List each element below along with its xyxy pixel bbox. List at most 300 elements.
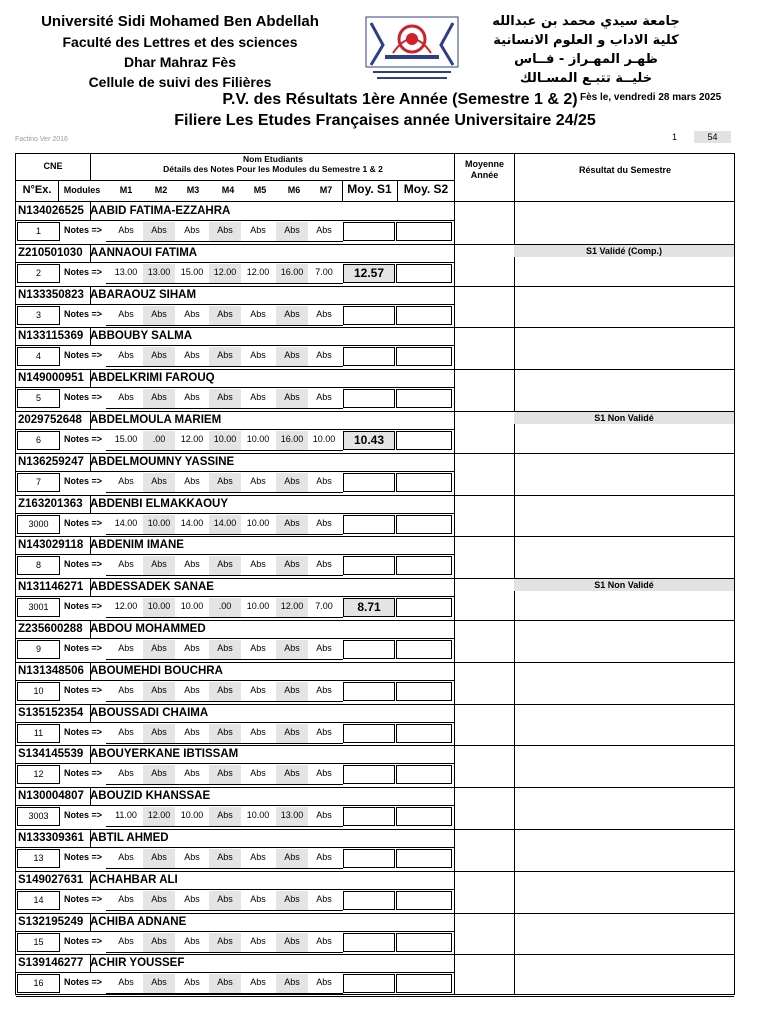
grade-m1: Abs — [118, 643, 134, 653]
grade-m7: 7.00 — [315, 266, 333, 277]
grade-m3: 12.00 — [180, 434, 204, 444]
notes-label: Notes => — [63, 517, 103, 528]
student-name: ABOUZID KHANSSAE — [90, 790, 211, 803]
grade-m5: Abs — [250, 475, 266, 486]
grade-m1: Abs — [118, 768, 134, 779]
header-m6: M6 — [287, 185, 301, 195]
row-separator — [16, 513, 455, 514]
semester-result: S1 Validé (Comp.) — [514, 245, 734, 257]
grade-m1: Abs — [118, 350, 134, 361]
grade-m2: 12.00 — [143, 807, 175, 826]
student-name: ABDENBI ELMAKKAOUY — [90, 497, 228, 510]
grade-m1: Abs — [118, 852, 134, 862]
student-record — [16, 913, 455, 955]
total-pages: 54 — [694, 131, 731, 143]
row-separator — [16, 805, 455, 806]
notes-label: Notes => — [63, 392, 103, 403]
grade-m2: Abs — [143, 640, 175, 659]
grade-m3: Abs — [184, 225, 200, 235]
student-number: 11 — [17, 724, 60, 743]
moy-s1-value: 8.71 — [343, 598, 395, 617]
grade-m7: Abs — [316, 350, 332, 361]
name-divider — [90, 244, 91, 262]
cell-name: Cellule de suivi des Filières — [88, 74, 272, 90]
student-cne: N133309361 — [18, 832, 84, 844]
moy-s2-value — [396, 389, 452, 408]
student-identity — [18, 498, 228, 510]
moy-s1-value — [343, 222, 395, 241]
student-number: 2 — [17, 264, 60, 283]
name-divider — [90, 871, 91, 889]
grade-m3: Abs — [184, 852, 200, 862]
grade-m3: 10.00 — [180, 601, 204, 612]
student-name: ABDELMOUMNY YASSINE — [90, 455, 235, 468]
student-name: ACHAHBAR ALI — [90, 873, 178, 886]
notes-label: Notes => — [63, 977, 103, 988]
grade-m7: 10.00 — [312, 434, 336, 444]
row-separator — [16, 931, 455, 932]
header-resultat: Résultat du Semestre — [578, 165, 672, 175]
moy-s2-value — [396, 974, 452, 993]
grade-m4: 12.00 — [209, 264, 241, 283]
student-name: ACHIBA ADNANE — [90, 915, 187, 928]
moy-s1-value — [343, 515, 395, 534]
grade-m4: Abs — [209, 765, 241, 784]
name-divider — [90, 954, 91, 972]
grade-m4: Abs — [209, 724, 241, 743]
grade-m3: Abs — [184, 977, 200, 988]
grade-m6: Abs — [276, 682, 308, 701]
student-identity — [18, 832, 169, 844]
document-date: Fès le, vendredi 28 mars 2025 — [580, 92, 722, 103]
student-number: 16 — [17, 974, 60, 993]
notes-label: Notes => — [63, 684, 103, 695]
grade-m6: Abs — [276, 724, 308, 743]
grade-m2: 13.00 — [143, 264, 175, 283]
moy-s1-value — [343, 807, 395, 826]
grade-m7: Abs — [316, 475, 332, 486]
grade-m3: Abs — [184, 392, 200, 403]
grade-m3: 14.00 — [180, 517, 204, 528]
grade-m6: Abs — [276, 765, 308, 784]
grade-m2: 10.00 — [143, 598, 175, 617]
moy-s2-value — [396, 807, 452, 826]
student-number: 14 — [17, 891, 60, 910]
grade-m1: Abs — [118, 225, 134, 235]
grade-m1: 15.00 — [114, 434, 138, 444]
student-name: ABOUMEHDI BOUCHRA — [90, 664, 223, 677]
moy-s1-value — [343, 347, 395, 366]
student-number: 9 — [17, 640, 60, 659]
notes-label: Notes => — [63, 852, 103, 862]
grade-m5: 12.00 — [246, 266, 270, 277]
software-version: Factino Ver 2016 — [15, 136, 68, 143]
notes-label: Notes => — [63, 601, 103, 612]
student-record — [16, 829, 455, 871]
grade-m4: Abs — [209, 974, 241, 993]
row-separator — [16, 847, 455, 848]
student-cne: S149027631 — [18, 873, 84, 886]
grade-m2: Abs — [143, 974, 175, 993]
grade-m1: 11.00 — [115, 810, 137, 821]
student-identity — [18, 790, 210, 802]
moy-s1-value — [343, 389, 395, 408]
student-cne: Z235600288 — [18, 623, 83, 635]
student-record — [16, 787, 455, 829]
row-separator — [16, 596, 455, 597]
grade-m4: 14.00 — [209, 515, 241, 534]
row-separator — [16, 722, 455, 723]
grade-m7: Abs — [316, 893, 332, 904]
header-m3: M3 — [186, 185, 200, 195]
grade-m2: 10.00 — [143, 515, 175, 534]
grade-m1: Abs — [118, 475, 134, 486]
header-modules: Modules — [63, 185, 101, 195]
name-divider — [90, 745, 91, 763]
student-record — [16, 369, 455, 411]
grade-m3: Abs — [184, 475, 200, 486]
student-name: ABOUSSADI CHAIMA — [90, 706, 209, 719]
grade-m5: Abs — [250, 643, 266, 653]
name-divider — [90, 829, 91, 847]
grade-m2: Abs — [143, 849, 175, 868]
grade-m6: Abs — [276, 640, 308, 659]
grade-m6: Abs — [276, 974, 308, 993]
moy-s2-value — [396, 222, 452, 241]
notes-label: Notes => — [63, 935, 103, 946]
document-subtitle: Filiere Les Etudes Françaises année Universitaire 24/25 — [174, 112, 596, 129]
grade-m7: Abs — [316, 392, 332, 403]
student-identity — [18, 289, 196, 301]
row-separator — [16, 304, 455, 305]
student-cne: N133115369 — [18, 330, 84, 343]
grade-m5: Abs — [250, 559, 266, 570]
name-divider — [90, 202, 91, 220]
document-title: P.V. des Résultats 1ère Année (Semestre 1 & 2) — [222, 91, 578, 108]
student-record — [16, 954, 455, 996]
grade-m3: Abs — [184, 935, 200, 946]
student-name: ABDESSADEK SANAE — [90, 581, 214, 594]
grade-m3: Abs — [184, 893, 200, 904]
notes-label: Notes => — [63, 434, 103, 444]
notes-label: Notes => — [63, 225, 103, 235]
grade-m2: Abs — [143, 473, 175, 492]
semester-result: S1 Non Validé — [514, 579, 734, 591]
notes-label: Notes => — [63, 726, 103, 737]
header-moy-s2: Moy. S2 — [403, 182, 449, 196]
student-record — [16, 536, 455, 578]
grade-m4: Abs — [209, 306, 241, 325]
student-identity — [18, 581, 214, 593]
student-identity — [18, 539, 184, 551]
moy-s2-value — [396, 264, 452, 283]
student-name: AANNAOUI FATIMA — [90, 246, 198, 259]
grade-m6: Abs — [276, 473, 308, 492]
student-name: ABOUYERKANE IBTISSAM — [90, 748, 239, 761]
student-cne: S139146277 — [18, 957, 84, 970]
faculty-name: Faculté des Lettres et des sciences — [62, 34, 298, 50]
student-cne: N134026525 — [18, 205, 84, 217]
row-separator — [16, 429, 455, 430]
grade-m5: Abs — [250, 392, 266, 403]
grade-m5: Abs — [250, 225, 266, 235]
student-number: 5 — [17, 389, 60, 408]
results-table — [15, 153, 735, 995]
grade-m3: Abs — [184, 350, 200, 361]
cell-name-ar: خليــة تتبـع المسـالك — [519, 71, 653, 86]
name-divider — [90, 495, 91, 513]
student-cne: S135152354 — [18, 706, 84, 719]
student-record — [16, 578, 455, 620]
grade-m5: Abs — [250, 768, 266, 779]
grade-m7: Abs — [316, 643, 332, 653]
grade-m7: Abs — [316, 517, 332, 528]
grade-m3: Abs — [184, 559, 200, 570]
grade-m3: 10.00 — [180, 810, 204, 821]
grade-m4: Abs — [209, 473, 241, 492]
student-name: ABDELMOULA MARIEM — [90, 414, 222, 426]
notes-label: Notes => — [63, 893, 103, 904]
grade-m6: Abs — [276, 389, 308, 408]
grade-m2: .00 — [143, 431, 175, 450]
grade-m2: Abs — [143, 765, 175, 784]
student-cne: 2029752648 — [18, 414, 82, 426]
moy-s1-value — [343, 891, 395, 910]
name-divider — [90, 536, 91, 554]
student-identity — [18, 957, 184, 969]
grade-m2: Abs — [143, 891, 175, 910]
moy-s2-value — [396, 431, 452, 450]
name-divider — [90, 411, 91, 429]
grade-m1: Abs — [118, 392, 134, 403]
moy-s2-value — [396, 765, 452, 784]
student-name: ABDELKRIMI FAROUQ — [90, 372, 215, 385]
grade-m3: Abs — [184, 684, 200, 695]
grade-m7: Abs — [316, 308, 332, 319]
grade-m1: Abs — [118, 559, 134, 570]
name-divider — [90, 327, 91, 345]
row-separator — [16, 554, 455, 555]
header-m4: M4 — [221, 185, 235, 195]
grade-m4: Abs — [209, 556, 241, 575]
student-cne: N149000951 — [18, 372, 84, 385]
grade-m7: Abs — [316, 225, 332, 235]
grade-m4: Abs — [209, 807, 241, 826]
moy-s2-value — [396, 598, 452, 617]
student-number: 3000 — [17, 515, 60, 534]
student-record — [16, 620, 455, 662]
grade-m2: Abs — [143, 682, 175, 701]
campus-name: Dhar Mahraz Fès — [123, 54, 237, 70]
grade-m1: Abs — [118, 935, 134, 946]
student-number: 10 — [17, 682, 60, 701]
notes-label: Notes => — [63, 266, 103, 277]
semester-result: S1 Non Validé — [514, 412, 734, 424]
moy-s1-value: 12.57 — [343, 264, 395, 283]
student-identity — [18, 916, 186, 928]
grade-m2: Abs — [143, 389, 175, 408]
row-bottom-line — [16, 996, 734, 997]
grade-m5: Abs — [250, 308, 266, 319]
student-number: 3 — [17, 306, 60, 325]
header-moyenne-annee: Moyenne Année — [464, 159, 504, 180]
grade-m1: 14.00 — [114, 517, 138, 528]
grade-m5: Abs — [250, 977, 266, 988]
grade-m6: 12.00 — [276, 598, 308, 617]
grade-m3: 15.00 — [180, 266, 204, 277]
student-name: ABDOU MOHAMMED — [90, 623, 206, 635]
grade-m6: 13.00 — [276, 807, 308, 826]
name-divider — [90, 453, 91, 471]
grade-m4: Abs — [209, 933, 241, 952]
notes-label: Notes => — [63, 643, 103, 653]
grade-m7: Abs — [316, 935, 332, 946]
grade-m1: 12.00 — [114, 601, 138, 612]
grade-m4: Abs — [209, 891, 241, 910]
grade-m4: Abs — [209, 640, 241, 659]
grade-m7: Abs — [316, 684, 332, 695]
grade-m2: Abs — [143, 556, 175, 575]
student-record — [16, 286, 455, 328]
grade-m5: 10.00 — [246, 810, 270, 821]
grade-m5: Abs — [250, 684, 266, 695]
row-separator — [16, 345, 455, 346]
campus-name-ar: ظهـر المهـراز - فــاس — [514, 52, 658, 67]
student-cne: N143029118 — [18, 539, 84, 552]
moy-s1-value — [343, 724, 395, 743]
grade-m3: Abs — [184, 768, 200, 779]
grade-m4: Abs — [209, 347, 241, 366]
student-identity — [18, 623, 206, 635]
grade-m6: Abs — [276, 347, 308, 366]
student-record — [16, 202, 455, 244]
moy-s2-value — [396, 891, 452, 910]
grade-m1: Abs — [118, 684, 134, 695]
header-num: N°Ex. — [22, 184, 52, 196]
moy-s1-value — [343, 473, 395, 492]
grade-m6: Abs — [276, 306, 308, 325]
grade-m7: Abs — [316, 810, 332, 821]
student-record — [16, 453, 455, 495]
student-number: 6 — [17, 431, 60, 450]
name-divider — [90, 913, 91, 931]
name-divider — [90, 578, 91, 596]
student-identity — [18, 748, 238, 760]
grade-m5: Abs — [250, 852, 266, 862]
grade-m3: Abs — [184, 643, 200, 653]
moy-s1-value — [343, 306, 395, 325]
notes-label: Notes => — [63, 475, 103, 486]
student-number: 3003 — [17, 807, 60, 826]
student-identity — [18, 665, 223, 677]
grade-m7: Abs — [316, 726, 332, 737]
moy-s2-value — [396, 347, 452, 366]
student-cne: N133350823 — [18, 288, 84, 301]
student-number: 1 — [17, 222, 60, 241]
moy-s2-value — [396, 306, 452, 325]
grade-m4: Abs — [209, 682, 241, 701]
grade-m6: Abs — [276, 556, 308, 575]
row-separator — [16, 262, 455, 263]
name-divider — [90, 704, 91, 722]
student-name: ABDENIM IMANE — [90, 539, 184, 552]
notes-label: Notes => — [63, 810, 103, 821]
grade-m5: 10.00 — [246, 601, 270, 612]
student-record — [16, 871, 455, 913]
student-number: 3001 — [17, 598, 60, 617]
grade-m6: 16.00 — [276, 431, 308, 450]
grade-m1: Abs — [118, 977, 134, 988]
grade-m2: Abs — [143, 306, 175, 325]
grade-m1: 13.00 — [114, 266, 138, 277]
header-m5: M5 — [253, 185, 267, 195]
page-number: 1 — [672, 132, 678, 142]
name-divider — [90, 620, 91, 638]
name-divider — [90, 286, 91, 304]
moy-s2-value — [396, 849, 452, 868]
student-name: ABBOUBY SALMA — [90, 330, 193, 343]
name-divider — [90, 662, 91, 680]
header-moy-s1: Moy. S1 — [347, 182, 392, 196]
grade-m1: Abs — [118, 893, 134, 904]
grade-m6: Abs — [276, 222, 308, 241]
student-cne: N131348506 — [18, 664, 84, 677]
grade-m5: 10.00 — [246, 517, 270, 528]
notes-label: Notes => — [63, 350, 103, 361]
grade-m7: Abs — [316, 768, 332, 779]
moy-s2-value — [396, 515, 452, 534]
grade-m1: Abs — [118, 308, 134, 319]
student-record — [16, 411, 455, 453]
grade-m5: Abs — [250, 350, 266, 361]
col-divider — [514, 154, 515, 994]
grade-m4: Abs — [209, 222, 241, 241]
student-cne: N136259247 — [18, 455, 84, 468]
moy-s1-value — [343, 974, 395, 993]
student-cne: Z210501030 — [18, 246, 83, 259]
grade-m7: 7.00 — [315, 601, 333, 612]
header-m7: M7 — [319, 185, 333, 195]
student-identity — [18, 247, 197, 259]
name-divider — [90, 787, 91, 805]
grade-m5: Abs — [250, 893, 266, 904]
student-record — [16, 745, 455, 787]
grade-m4: .00 — [209, 598, 241, 617]
grade-m6: Abs — [276, 933, 308, 952]
university-header-fr — [0, 12, 360, 92]
grade-m4: 10.00 — [209, 431, 241, 450]
student-name: ABTIL AHMED — [90, 832, 169, 844]
student-identity — [18, 372, 215, 384]
student-number: 7 — [17, 473, 60, 492]
moy-s1-value — [343, 849, 395, 868]
student-cne: N131146271 — [18, 581, 84, 594]
student-name: AABID FATIMA-EZZAHRA — [90, 205, 231, 217]
notes-label: Notes => — [63, 768, 103, 779]
grade-m5: 10.00 — [246, 434, 270, 444]
moy-s1-value — [343, 765, 395, 784]
grade-m2: Abs — [143, 724, 175, 743]
header-m2: M2 — [154, 185, 168, 195]
moy-s2-value — [396, 682, 452, 701]
grade-m5: Abs — [250, 726, 266, 737]
student-cne: S132195249 — [18, 915, 84, 928]
row-separator — [16, 972, 455, 973]
faculty-name-ar: كلية الاداب و العلوم الانسانية — [493, 33, 679, 48]
moy-s2-value — [396, 473, 452, 492]
name-divider — [90, 369, 91, 387]
student-number: 12 — [17, 765, 60, 784]
